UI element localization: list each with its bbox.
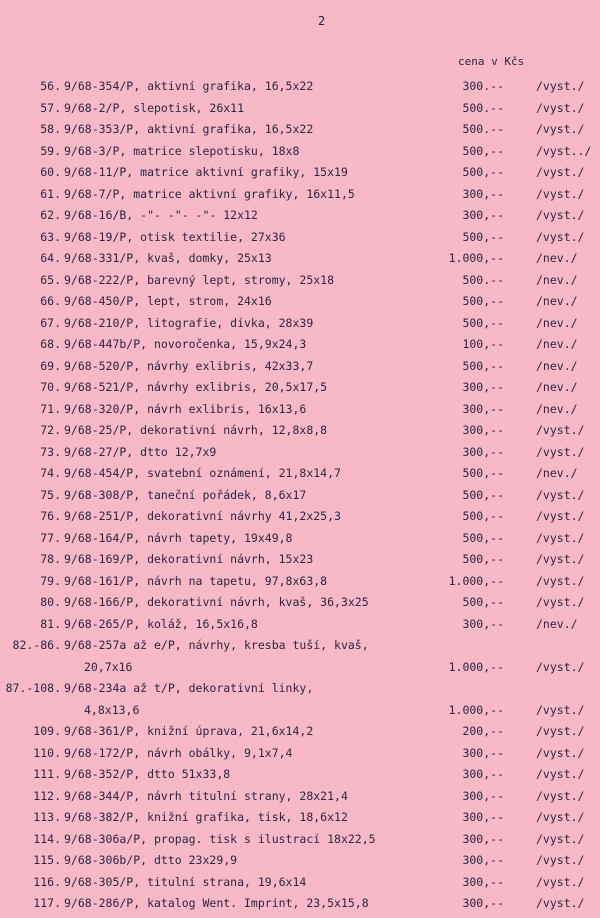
item-number: 57. [40, 100, 61, 115]
page-number: 2 [318, 14, 326, 28]
item-number: 69. [40, 358, 61, 373]
list-item [0, 337, 600, 359]
item-description: 9/68-210/P, litografie, dívka, 28x39 [64, 315, 314, 330]
item-price: 500,-- [462, 294, 504, 308]
item-number: 77. [40, 530, 61, 545]
item-price: 1.000,-- [448, 251, 504, 265]
item-description: 9/68-286/P, katalog Went. Imprint, 23,5x15,8 [64, 896, 369, 910]
item-description: 9/68-172/P, návrh obálky, 9,1x7,4 [64, 745, 293, 760]
list-item [0, 638, 600, 660]
list-item [0, 79, 600, 101]
list-item [0, 122, 600, 144]
item-description: 9/68-521/P, návrhy exlibris, 20,5x17,5 [64, 380, 328, 394]
item-description: 9/68-265/P, koláž, 16,5x16,8 [64, 616, 258, 631]
item-description: 9/68-164/P, návrh tapety, 19x49,8 [64, 530, 293, 545]
item-price: 500,-- [462, 358, 504, 373]
item-price: 300,-- [462, 423, 504, 437]
item-number: 72. [40, 423, 61, 437]
item-price: 300,-- [462, 874, 504, 889]
item-description: 9/68-11/P, matrice aktivní grafiky, 15x19 [64, 165, 348, 179]
item-price: 500,-- [462, 595, 504, 609]
item-status: /nev./ [536, 616, 578, 631]
item-number: 115. [33, 853, 61, 867]
item-price: 500,-- [462, 530, 504, 545]
list-item [0, 832, 600, 854]
item-number: 71. [40, 401, 61, 416]
item-status: /nev./ [536, 380, 578, 394]
item-status: /vyst./ [536, 896, 585, 910]
item-number: 73. [40, 444, 61, 459]
item-description: 9/68-361/P, knižní úprava, 21,6x14,2 [64, 724, 314, 738]
item-price: 500,-- [462, 552, 504, 566]
item-status: /vyst./ [536, 724, 585, 738]
item-status: /vyst./ [536, 509, 585, 523]
price-column-header: cena v Kčs [458, 55, 525, 68]
list-item [0, 316, 600, 338]
item-status: /vyst./ [536, 423, 585, 437]
list-item [0, 531, 600, 553]
item-price: 500,-- [462, 229, 504, 244]
item-description: 9/68-161/P, návrh na tapetu, 97,8x63,8 [64, 573, 328, 588]
item-price: 500,-- [462, 466, 504, 480]
item-number: 75. [40, 487, 61, 502]
item-price: 300,-- [462, 616, 504, 631]
item-status: /nev./ [536, 466, 578, 480]
item-number: 111. [33, 767, 61, 781]
item-description: 9/68-257a až e/P, návrhy, kresba tuší, kvaš, [64, 638, 369, 652]
item-number: 63. [40, 229, 61, 244]
item-price: 500,-- [462, 143, 504, 158]
list-item [0, 466, 600, 488]
item-description: 9/68-169/P, dekorativní návrh, 15x23 [64, 552, 314, 566]
item-status: /nev./ [536, 358, 578, 373]
list-item [0, 101, 600, 123]
list-item [0, 853, 600, 875]
item-status: /vyst./ [536, 186, 585, 201]
item-number: 78. [40, 552, 61, 566]
list-item [0, 574, 600, 596]
item-price: 300,-- [462, 444, 504, 459]
item-description: 9/68-306a/P, propag. tisk s ilustrací 18x22,5 [64, 831, 376, 846]
item-price: 300,-- [462, 208, 504, 222]
item-number: 58. [40, 122, 61, 136]
item-number: 113. [33, 810, 61, 824]
item-price: 300.-- [462, 79, 504, 93]
item-number: 76. [40, 509, 61, 523]
item-status: /nev./ [536, 315, 578, 330]
item-description: 9/68-520/P, návrhy exlibris, 42x33,7 [64, 358, 314, 373]
item-status: /nev./ [536, 294, 578, 308]
list-item [0, 617, 600, 639]
item-description: 9/68-27/P, dtto 12,7x9 [64, 444, 217, 459]
item-price: 500,-- [462, 315, 504, 330]
item-number: 56. [40, 79, 61, 93]
item-number: 61. [40, 186, 61, 201]
item-number: 80. [40, 595, 61, 609]
item-status: /vyst./ [536, 702, 585, 717]
list-item [0, 810, 600, 832]
item-description: 9/68-7/P, matrice aktivní grafiky, 16x11,5 [64, 186, 355, 201]
item-description: 9/68-222/P, barevný lept, stromy, 25x18 [64, 272, 335, 287]
item-price: 200,-- [462, 724, 504, 738]
item-list [0, 79, 600, 918]
list-item [0, 789, 600, 811]
list-item-continuation [0, 703, 600, 725]
item-price: 500.-- [462, 100, 504, 115]
item-status: /vyst../ [536, 143, 592, 158]
item-description: 9/68-166/P, dekorativní návrh, kvaš, 36,3x25 [64, 595, 369, 609]
item-status: /vyst./ [536, 208, 585, 222]
list-item [0, 402, 600, 424]
list-item [0, 509, 600, 531]
item-number: 114. [33, 831, 61, 846]
item-status: /vyst./ [536, 810, 585, 824]
item-status: /vyst./ [536, 165, 585, 179]
item-number: 81. [40, 616, 61, 631]
item-description: 9/68-251/P, dekorativní návrhy 41,2x25,3 [64, 509, 341, 523]
list-item [0, 875, 600, 897]
item-status: /vyst./ [536, 100, 585, 115]
item-price: 500,-- [462, 487, 504, 502]
item-number: 65. [40, 272, 61, 287]
item-price: 300,-- [462, 380, 504, 394]
item-status: /vyst./ [536, 573, 585, 588]
item-number: 110. [33, 745, 61, 760]
item-number: 109. [33, 724, 61, 738]
item-status: /vyst./ [536, 767, 585, 781]
item-price: 300,-- [462, 853, 504, 867]
item-description: 9/68-234a až t/P, dekorativní linky, [64, 681, 314, 695]
item-number: 67. [40, 315, 61, 330]
item-price: 300,-- [462, 767, 504, 781]
item-number: 79. [40, 573, 61, 588]
list-item [0, 380, 600, 402]
item-description: 9/68-306b/P, dtto 23x29,9 [64, 853, 238, 867]
item-price: 500,-- [462, 509, 504, 523]
list-item [0, 294, 600, 316]
list-item [0, 724, 600, 746]
item-description: 9/68-320/P, návrh exlibris, 16x13,6 [64, 401, 307, 416]
item-description: 9/68-25/P, dekorativní návrh, 12,8x8,8 [64, 423, 328, 437]
item-description: 9/68-3/P, matrice slepotisku, 18x8 [64, 143, 300, 158]
item-status: /vyst./ [536, 874, 585, 889]
item-description: 9/68-382/P, knižní grafika, tisk, 18,6x12 [64, 810, 348, 824]
item-price: 300,-- [462, 831, 504, 846]
list-item [0, 746, 600, 768]
item-number: 59. [40, 143, 61, 158]
item-price: 1.000,-- [448, 573, 504, 588]
item-number: 66. [40, 294, 61, 308]
list-item [0, 273, 600, 295]
item-description: 9/68-354/P, aktivní grafika, 16,5x22 [64, 79, 314, 93]
item-number: 64. [40, 251, 61, 265]
item-status: /vyst./ [536, 853, 585, 867]
item-price: 300,-- [462, 186, 504, 201]
item-price: 500,-- [462, 165, 504, 179]
list-item-continuation [0, 660, 600, 682]
item-status: /vyst./ [536, 530, 585, 545]
item-status: /nev./ [536, 251, 578, 265]
item-description: 4,8x13,6 [84, 702, 140, 717]
item-price: 300,-- [462, 896, 504, 910]
list-item [0, 767, 600, 789]
item-price: 300,-- [462, 788, 504, 803]
list-item [0, 488, 600, 510]
item-description: 9/68-454/P, svatební oznámení, 21,8x14,7 [64, 466, 341, 480]
item-number: 112. [33, 788, 61, 803]
item-description: 9/68-352/P, dtto 51x33,8 [64, 767, 231, 781]
list-item [0, 359, 600, 381]
item-description: 9/68-353/P, aktivní grafika, 16,5x22 [64, 122, 314, 136]
item-description: 9/68-344/P, návrh titulní strany, 28x21,4 [64, 788, 348, 803]
item-description: 9/68-447b/P, novoročenka, 15,9x24,3 [64, 337, 307, 351]
item-status: /vyst./ [536, 444, 585, 459]
item-status: /vyst./ [536, 831, 585, 846]
item-number: 68. [40, 337, 61, 351]
item-price: 500.-- [462, 122, 504, 136]
item-description: 9/68-305/P, titulní strana, 19,6x14 [64, 874, 307, 889]
item-description: 20,7x16 [84, 659, 133, 674]
item-status: /vyst./ [536, 552, 585, 566]
item-price: 500.-- [462, 272, 504, 287]
list-item [0, 230, 600, 252]
item-status: /vyst./ [536, 788, 585, 803]
list-item [0, 595, 600, 617]
item-number: 117. [33, 896, 61, 910]
list-item [0, 165, 600, 187]
list-item [0, 896, 600, 918]
item-price: 300,-- [462, 401, 504, 416]
item-number: 60. [40, 165, 61, 179]
item-price: 1.000,-- [448, 702, 504, 717]
list-item [0, 423, 600, 445]
list-item [0, 187, 600, 209]
item-price: 100,-- [462, 337, 504, 351]
item-number: 62. [40, 208, 61, 222]
list-item [0, 144, 600, 166]
item-status: /vyst./ [536, 79, 585, 93]
list-item [0, 208, 600, 230]
item-status: /vyst./ [536, 659, 585, 674]
item-status: /vyst./ [536, 122, 585, 136]
item-number: 82.-86. [12, 638, 61, 652]
item-description: 9/68-19/P, otisk textilie, 27x36 [64, 229, 286, 244]
item-number: 74. [40, 466, 61, 480]
list-item [0, 552, 600, 574]
item-number: 116. [33, 874, 61, 889]
item-description: 9/68-16/B, -"- -"- -"- 12x12 [64, 208, 258, 222]
item-price: 300,-- [462, 810, 504, 824]
item-price: 1.000,-- [448, 659, 504, 674]
item-description: 9/68-331/P, kvaš, domky, 25x13 [64, 251, 272, 265]
item-status: /vyst./ [536, 487, 585, 502]
item-status: /vyst./ [536, 229, 585, 244]
list-item [0, 681, 600, 703]
item-price: 300,-- [462, 745, 504, 760]
item-status: /nev./ [536, 401, 578, 416]
item-number: 70. [40, 380, 61, 394]
item-number: 87.-108. [5, 681, 61, 695]
item-status: /nev./ [536, 337, 578, 351]
item-status: /vyst./ [536, 595, 585, 609]
list-item [0, 251, 600, 273]
item-status: /vyst./ [536, 745, 585, 760]
item-description: 9/68-450/P, lept, strom, 24x16 [64, 294, 272, 308]
item-description: 9/68-308/P, taneční pořádek, 8,6x17 [64, 487, 307, 502]
item-description: 9/68-2/P, slepotisk, 26x11 [64, 100, 245, 115]
list-item [0, 445, 600, 467]
item-status: /nev./ [536, 272, 578, 287]
